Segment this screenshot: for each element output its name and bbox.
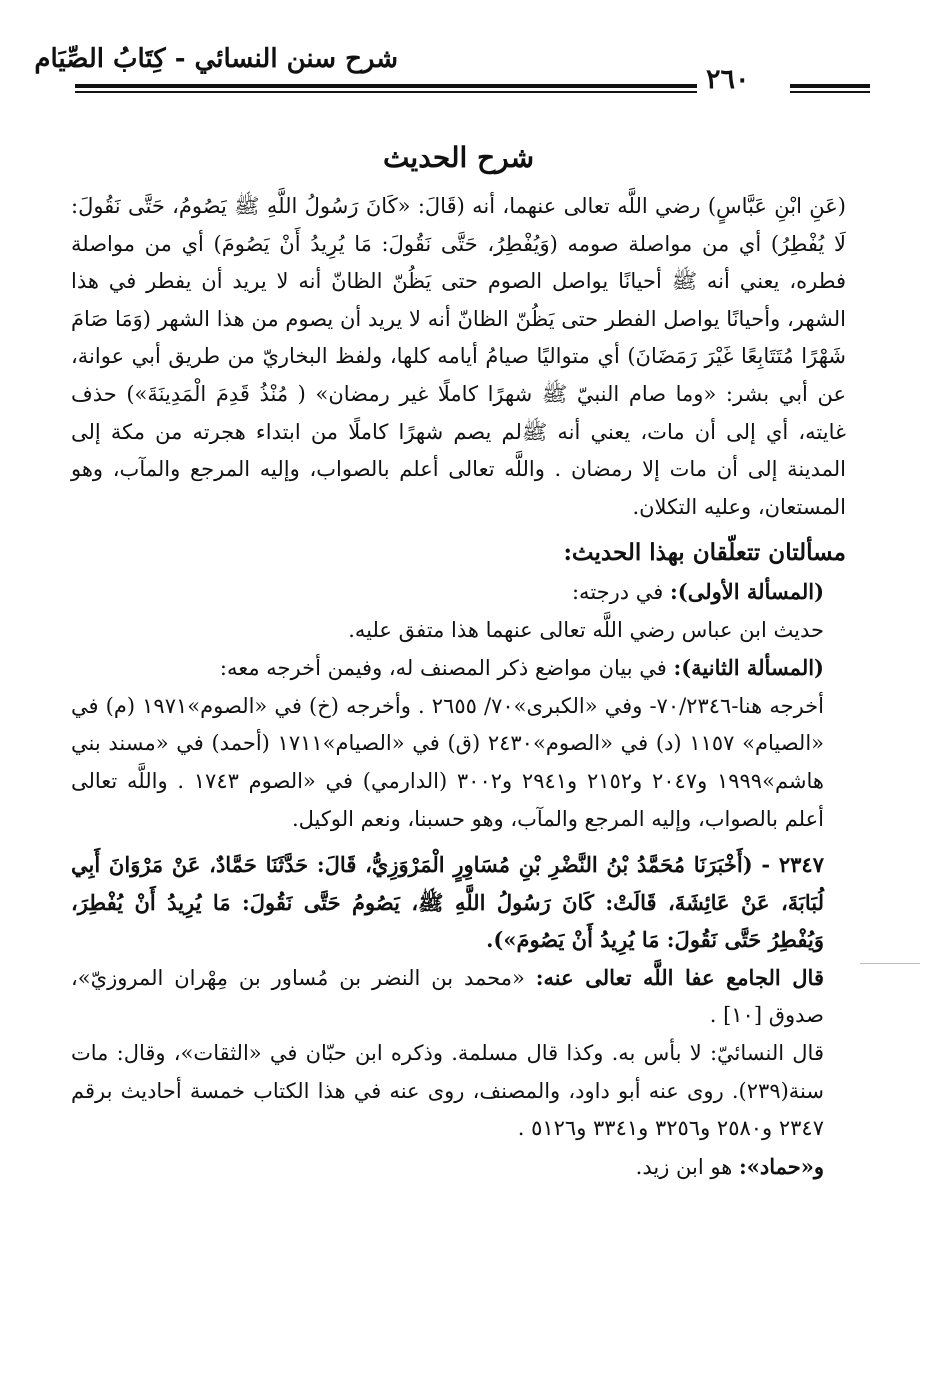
commentary-paragraph: قال النسائيّ: لا بأس به. وكذا قال مسلمة. وذكره ابن حبّان في «الثقات»، وقال: مات سنة(٢٣٩). روى عنه أبو داود، والمصنف، روى عنه في هذا الكتاب خمسة أحاديث برقم ٢٣٤٧ و٢٥٨٠ و٣٢٥٦ و٣٣٤١ و٥١٢٦ . [71, 1041, 824, 1141]
second-issue-body: أخرجه هنا-٧٠/٢٣٤٦- وفي «الكبرى»٧٠/ ٢٦٥٥ . وأخرجه (خ) في «الصوم»١٩٧١ (م) في «الصيام» ١١٥٧ (د) في «الصوم»٢٤٣٠ (ق) في «الصيام»١٧١١ (أحمد) في «مسند بني هاشم»١٩٩٩ و٢٠٤٧ و٢١٥٢ و٢٩٤١ و٣٠٠٢ (الدارمي) في «الصوم ١٧٤٣ . واللَّه تعالى أعلم بالصواب، وإليه المرجع والمآب، وهو حسبنا، ونعم الوكيل. [71, 693, 825, 831]
second-issue-title: في بيان مواضع ذكر المصنف له، وفيمن أخرجه معه: [219, 656, 667, 681]
section-title: شرح الحديث [382, 141, 535, 174]
hadith-text: ٢٣٤٧ - (أَخْبَرَنَا مُحَمَّدُ بْنُ النَّضْرِ بْنِ مُسَاوِرٍ الْمَرْوَزِيُّ، قَالَ: حَدَّثَنَا حَمَّادٌ، عَنْ مَرْوَانَ أَبِي لُبَابَةَ، عَنْ عَائِشَةَ، قَالَتْ: كَانَ رَسُولُ اللَّهِ ﷺ، يَصُومُ حَتَّى نَقُولَ: مَا يُرِيدُ أَنْ يُفْطِرَ، وَيُفْطِرُ حَتَّى نَقُولَ: مَا يُرِيدُ أَنْ يَصُومَ»). [71, 852, 824, 953]
issues-heading [71, 534, 846, 573]
first-issue-title: في درجته: [571, 579, 664, 604]
hammad-label: و«حماد»: [738, 1153, 824, 1179]
commentary-hammad [71, 1148, 846, 1187]
header-rule-thick [75, 84, 697, 88]
second-issue-line [71, 649, 846, 688]
first-issue-label: (المسألة الأولى): [670, 578, 824, 604]
header-rule-thick-right [790, 84, 870, 88]
page-number: ٢٦٠ [706, 64, 750, 95]
issues-heading-text: مسألتان تتعلّقان بهذا الحديث: [563, 539, 846, 567]
margin-mark [860, 963, 920, 964]
second-issue-label: (المسألة الثانية): [673, 655, 824, 681]
first-issue-line [71, 573, 846, 612]
commentary-narrator [71, 959, 846, 1035]
running-header-title: شرح سنن النسائي - كِتَابُ الصِّيَام [34, 44, 398, 74]
header-rule-thin-right [790, 91, 870, 93]
first-issue-body: حديث ابن عباس رضي اللَّه تعالى عنهما هذا متفق عليه. [348, 617, 824, 642]
explanation-paragraph: (عَنِ ابْنِ عَبَّاسٍ) رضي اللَّه تعالى عنهما، أنه (قَالَ: «كَانَ رَسُولُ اللَّهِ ﷺ يَصُومُ، حَتَّى نَقُولَ: لَا يُفْطِرُ) أي من مواصلة صومه (وَيُفْطِرُ، حَتَّى نَقُولَ: مَا يُرِيدُ أَنْ يَصُومَ) أي من مواصلة فطره، يعني أنه ﷺ أحيانًا يواصل الصوم حتى يَظُنّ الظانّ أنه لا يريد أن يفطر في هذا الشهر، وأحيانًا يواصل الفطر حتى يَظُنّ الظانّ أنه لا يريد أن يصوم من هذا الشهر (وَمَا صَامَ شَهْرًا مُتَتَابِعًا غَيْرَ رَمَضَانَ) أي متواليًا صيامُ أيامه كلها، ولفظ البخاريّ من طريق أبي عوانة، عن أبي بشر: «وما صام النبيّ ﷺ شهرًا كاملًا غير رمضان» ( مُنْذُ قَدِمَ الْمَدِينَةَ») حذف غايته، أي إلى أن مات، يعني أنه ﷺلم يصم شهرًا كاملًا من ابتداء هجرته من مكة إلى المدينة إلى أن مات إلا رمضان . واللَّه تعالى أعلم بالصواب، وإليه المرجع والمآب، وهو المستعان، وعليه التكلان. [71, 194, 846, 519]
commentary-narrator-text: «محمد بن النضر بن مُساور بن مِهْران المروزيّ»، صدوق [١٠] . [71, 965, 824, 1028]
hammad-text: هو ابن زيد. [635, 1154, 733, 1179]
commentary-label: قال الجامع عفا اللَّه تعالى عنه: [535, 964, 824, 990]
page-body [71, 136, 846, 1186]
header-rule-thin [75, 91, 697, 93]
